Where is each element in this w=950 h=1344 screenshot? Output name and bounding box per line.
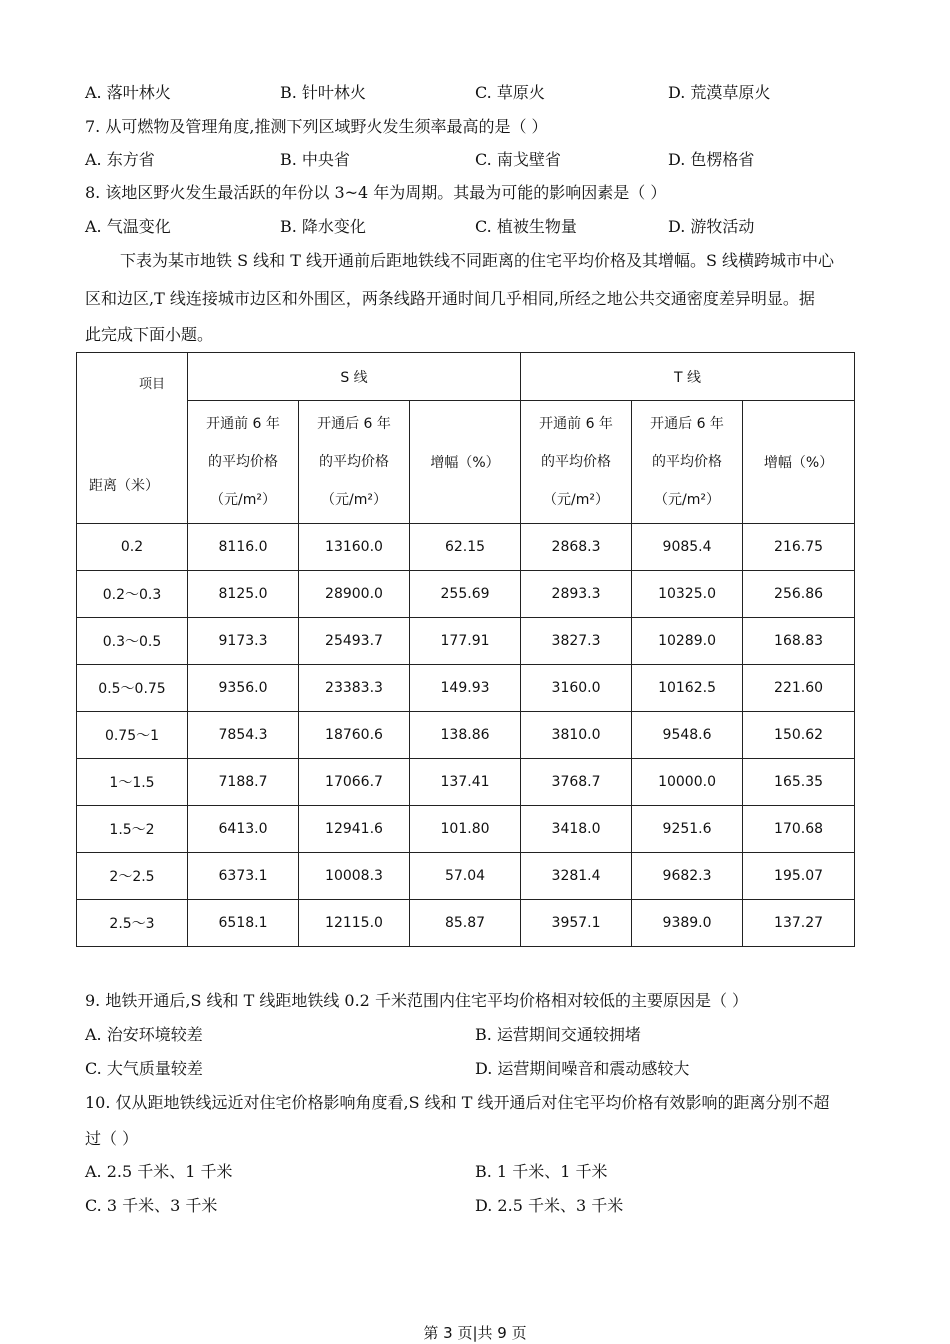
value-cell: 2868.3 xyxy=(521,524,632,571)
value-cell: 25493.7 xyxy=(299,618,410,665)
corner-item-label: 项目 xyxy=(139,377,166,392)
value-cell: 137.41 xyxy=(410,759,521,806)
value-cell: 168.83 xyxy=(743,618,855,665)
table-row xyxy=(77,665,855,712)
q9-option-d: D. 运营期间噪音和震动感较大 xyxy=(475,1059,690,1078)
table-corner-header xyxy=(77,353,188,524)
s-before-header xyxy=(188,401,299,524)
value-cell: 3957.1 xyxy=(521,900,632,947)
q7-option-d: D. 色楞格省 xyxy=(668,150,755,169)
q7-option-b: B. 中央省 xyxy=(280,150,350,169)
value-cell: 17066.7 xyxy=(299,759,410,806)
q8-option-c: C. 植被生物量 xyxy=(475,217,577,236)
q10-option-c: C. 3 千米、3 千米 xyxy=(85,1196,218,1215)
t-after-header-line-1: 开通后 6 年 xyxy=(650,416,724,433)
q10-option-a: A. 2.5 千米、1 千米 xyxy=(85,1162,233,1181)
passage-line-3: 此完成下面小题。 xyxy=(85,325,214,344)
t-line-header: T 线 xyxy=(521,353,855,401)
q8-option-a: A. 气温变化 xyxy=(85,217,171,236)
value-cell: 177.91 xyxy=(410,618,521,665)
table-row xyxy=(77,524,855,571)
value-cell: 8125.0 xyxy=(188,571,299,618)
value-cell: 3810.0 xyxy=(521,712,632,759)
t-before-header-line-3: （元/m²） xyxy=(543,492,610,509)
s-after-header-line-3: （元/m²） xyxy=(321,492,387,509)
t-after-header-line-2: 的平均价格 xyxy=(652,454,723,471)
value-cell: 256.86 xyxy=(743,571,855,618)
q10-stem-line-1: 10. 仅从距地铁线远近对住宅价格影响角度看,S 线和 T 线开通后对住宅平均价格有效影响的距离分别不超 xyxy=(85,1093,830,1112)
value-cell: 138.86 xyxy=(410,712,521,759)
q10-option-d: D. 2.5 千米、3 千米 xyxy=(475,1196,624,1215)
value-cell: 18760.6 xyxy=(299,712,410,759)
value-cell: 7188.7 xyxy=(188,759,299,806)
s-after-header-line-1: 开通后 6 年 xyxy=(317,416,391,433)
q6-option-b: B. 针叶林火 xyxy=(280,83,366,102)
value-cell: 2893.3 xyxy=(521,571,632,618)
t-before-header xyxy=(521,401,632,524)
value-cell: 9085.4 xyxy=(632,524,743,571)
value-cell: 10008.3 xyxy=(299,853,410,900)
value-cell: 12941.6 xyxy=(299,806,410,853)
value-cell: 6518.1 xyxy=(188,900,299,947)
value-cell: 3827.3 xyxy=(521,618,632,665)
passage-line-1: 下表为某市地铁 S 线和 T 线开通前后距地铁线不同距离的住宅平均价格及其增幅。S 线横跨城市中心 xyxy=(120,251,835,270)
value-cell: 10289.0 xyxy=(632,618,743,665)
value-cell: 3160.0 xyxy=(521,665,632,712)
q10-stem-line-2: 过（ ） xyxy=(85,1129,139,1148)
value-cell: 28900.0 xyxy=(299,571,410,618)
table-row xyxy=(77,759,855,806)
value-cell: 9356.0 xyxy=(188,665,299,712)
value-cell: 9173.3 xyxy=(188,618,299,665)
distance-cell: 0.5～0.75 xyxy=(77,665,188,712)
value-cell: 137.27 xyxy=(743,900,855,947)
value-cell: 216.75 xyxy=(743,524,855,571)
value-cell: 9251.6 xyxy=(632,806,743,853)
q9-option-c: C. 大气质量较差 xyxy=(85,1059,203,1078)
t-after-header xyxy=(632,401,743,524)
q7-stem: 7. 从可燃物及管理角度,推测下列区域野火发生须率最高的是（ ） xyxy=(85,117,548,136)
table-row xyxy=(77,712,855,759)
q10-option-b: B. 1 千米、1 千米 xyxy=(475,1162,608,1181)
s-growth-header: 增幅（%） xyxy=(410,401,521,524)
page-footer: 第 3 页|共 9 页 xyxy=(423,1324,527,1342)
q6-option-c: C. 草原火 xyxy=(475,83,545,102)
distance-cell: 1.5～2 xyxy=(77,806,188,853)
value-cell: 149.93 xyxy=(410,665,521,712)
value-cell: 101.80 xyxy=(410,806,521,853)
distance-cell: 2.5～3 xyxy=(77,900,188,947)
value-cell: 9682.3 xyxy=(632,853,743,900)
table-row xyxy=(77,618,855,665)
q8-option-b: B. 降水变化 xyxy=(280,217,366,236)
s-before-header-line-2: 的平均价格 xyxy=(208,454,278,471)
q6-option-a: A. 落叶林火 xyxy=(85,83,171,102)
value-cell: 10325.0 xyxy=(632,571,743,618)
value-cell: 6373.1 xyxy=(188,853,299,900)
table-row xyxy=(77,900,855,947)
table-row xyxy=(77,571,855,618)
value-cell: 255.69 xyxy=(410,571,521,618)
value-cell: 7854.3 xyxy=(188,712,299,759)
value-cell: 8116.0 xyxy=(188,524,299,571)
value-cell: 85.87 xyxy=(410,900,521,947)
q8-stem: 8. 该地区野火发生最活跃的年份以 3~4 年为周期。其最为可能的影响因素是（ ） xyxy=(85,183,667,202)
q9-stem: 9. 地铁开通后,S 线和 T 线距地铁线 0.2 千米范围内住宅平均价格相对较低的主要原因是（ ） xyxy=(85,991,749,1010)
value-cell: 195.07 xyxy=(743,853,855,900)
s-before-header-line-1: 开通前 6 年 xyxy=(206,416,280,433)
value-cell: 9389.0 xyxy=(632,900,743,947)
t-before-header-line-1: 开通前 6 年 xyxy=(539,416,613,433)
distance-cell: 0.2～0.3 xyxy=(77,571,188,618)
s-after-header-line-2: 的平均价格 xyxy=(319,454,389,471)
value-cell: 23383.3 xyxy=(299,665,410,712)
value-cell: 165.35 xyxy=(743,759,855,806)
value-cell: 170.68 xyxy=(743,806,855,853)
value-cell: 221.60 xyxy=(743,665,855,712)
value-cell: 10162.5 xyxy=(632,665,743,712)
value-cell: 10000.0 xyxy=(632,759,743,806)
value-cell: 3281.4 xyxy=(521,853,632,900)
value-cell: 3768.7 xyxy=(521,759,632,806)
value-cell: 13160.0 xyxy=(299,524,410,571)
value-cell: 150.62 xyxy=(743,712,855,759)
passage-line-2: 区和边区,T 线连接城市边区和外围区，两条线路开通时间几乎相同,所经之地公共交通密度差异明显。据 xyxy=(85,289,815,308)
t-growth-header: 增幅（%） xyxy=(743,401,855,524)
s-before-header-line-3: （元/m²） xyxy=(210,492,276,509)
t-after-header-line-3: （元/m²） xyxy=(654,492,721,509)
value-cell: 12115.0 xyxy=(299,900,410,947)
value-cell: 57.04 xyxy=(410,853,521,900)
table-row xyxy=(77,853,855,900)
t-before-header-line-2: 的平均价格 xyxy=(541,454,612,471)
value-cell: 62.15 xyxy=(410,524,521,571)
q8-option-d: D. 游牧活动 xyxy=(668,217,755,236)
value-cell: 6413.0 xyxy=(188,806,299,853)
distance-cell: 0.2 xyxy=(77,524,188,571)
distance-cell: 0.75～1 xyxy=(77,712,188,759)
s-line-header: S 线 xyxy=(188,353,521,401)
table-row xyxy=(77,806,855,853)
distance-cell: 2～2.5 xyxy=(77,853,188,900)
q9-option-b: B. 运营期间交通较拥堵 xyxy=(475,1025,641,1044)
value-cell: 3418.0 xyxy=(521,806,632,853)
q7-option-c: C. 南戈壁省 xyxy=(475,150,561,169)
q7-option-a: A. 东方省 xyxy=(85,150,155,169)
s-after-header xyxy=(299,401,410,524)
q6-option-d: D. 荒漠草原火 xyxy=(668,83,771,102)
distance-cell: 0.3～0.5 xyxy=(77,618,188,665)
distance-cell: 1～1.5 xyxy=(77,759,188,806)
housing-price-table xyxy=(76,352,855,947)
q9-option-a: A. 治安环境较差 xyxy=(85,1025,203,1044)
value-cell: 9548.6 xyxy=(632,712,743,759)
corner-distance-label: 距离（米） xyxy=(89,478,159,494)
